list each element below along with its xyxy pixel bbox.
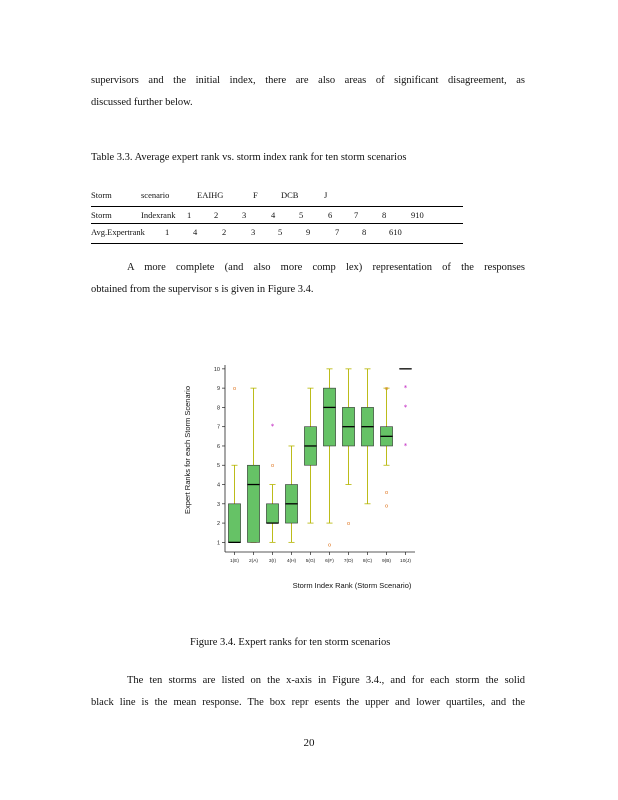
outlier-point: o — [384, 386, 389, 393]
y-tick-label: 8 — [216, 405, 220, 412]
row2-value: 9 — [306, 227, 311, 237]
outlier-point: o — [346, 521, 351, 528]
outlier-point: * — [403, 441, 408, 450]
row1-value: 8 — [382, 210, 387, 220]
x-tick-label: 5(G) — [305, 559, 316, 564]
x-tick-label: 10(J) — [400, 559, 411, 564]
y-tick-label: 3 — [216, 501, 220, 508]
row1-value: 1 — [187, 210, 192, 220]
table-rule-bottom — [91, 243, 463, 244]
header-storm: Storm — [91, 190, 112, 200]
row1-value: 7 — [354, 210, 359, 220]
y-tick-label: 4 — [216, 482, 220, 489]
table-row-index-rank — [91, 209, 463, 221]
row1-value: 910 — [411, 210, 424, 220]
row2-value: 5 — [278, 227, 283, 237]
outlier-point: o — [327, 542, 332, 549]
x-tick-label: 1(E) — [229, 559, 240, 564]
x-tick-label: 3(I) — [268, 559, 277, 564]
row2-value: 7 — [335, 227, 340, 237]
table-rule-middle — [91, 223, 463, 224]
row1-sublabel: Indexrank — [141, 210, 176, 220]
y-tick-label: 6 — [216, 443, 220, 450]
table-row-expert-rank — [91, 226, 463, 238]
page-number: 20 — [303, 737, 315, 749]
row2-value: 2 — [222, 227, 227, 237]
paragraph-1-line-2: discussed further below. — [91, 97, 193, 108]
row2-value: 8 — [362, 227, 367, 237]
header-letters-3: DCB — [281, 190, 299, 200]
header-letters-4: J — [324, 190, 328, 200]
row1-value: 5 — [299, 210, 304, 220]
x-tick-label: 9(B) — [381, 559, 392, 564]
paragraph-2-line-1: A more complete (and also more comp lex) representation of the responses — [127, 262, 525, 273]
x-tick-label: 2(A) — [248, 559, 259, 564]
outlier-point: * — [270, 422, 275, 431]
header-letters-1: EAIHG — [197, 190, 224, 200]
y-tick-label: 5 — [216, 463, 220, 470]
outlier-point: * — [403, 403, 408, 412]
paragraph-3-line-2: black line is the mean response. The box repr esents the upper and lower quartiles, and the — [91, 697, 525, 708]
y-tick-label: 1 — [216, 540, 220, 547]
outlier-point: o — [232, 386, 237, 393]
y-tick-label: 7 — [216, 424, 220, 431]
row2-value: 4 — [193, 227, 198, 237]
table-header-row — [91, 189, 463, 201]
row2-value: 3 — [251, 227, 256, 237]
outlier-point: o — [270, 463, 275, 470]
outlier-point: o — [384, 490, 389, 497]
row1-value: 4 — [271, 210, 276, 220]
y-tick-label: 10 — [213, 366, 220, 373]
x-tick-label: 8(C) — [362, 559, 373, 564]
row2-label: Avg.Expertrank — [91, 227, 145, 237]
x-tick-label: 7(D) — [343, 559, 354, 564]
box — [266, 504, 278, 523]
plot-area — [214, 365, 415, 564]
y-tick-label: 2 — [216, 521, 220, 528]
box — [247, 465, 259, 542]
row2-value: 1 — [165, 227, 170, 237]
paragraph-2-line-2: obtained from the supervisor s is given in Figure 3.4. — [91, 284, 314, 295]
box — [323, 388, 335, 446]
row1-value: 2 — [214, 210, 219, 220]
header-letters-2: F — [253, 190, 258, 200]
table-rule-top — [91, 206, 463, 207]
row1-value: 3 — [242, 210, 247, 220]
y-tick-label: 9 — [216, 386, 220, 393]
y-axis-label: Expert Ranks for each Storm Scenario — [183, 386, 192, 514]
header-scenario: scenario — [141, 190, 170, 200]
x-axis-label: Storm Index Rank (Storm Scenario) — [292, 581, 412, 590]
outlier-point: o — [384, 503, 389, 510]
figure-caption: Figure 3.4. Expert ranks for ten storm scenarios — [190, 637, 391, 648]
box — [228, 504, 240, 543]
x-tick-label: 6(F) — [325, 559, 334, 564]
table-caption: Table 3.3. Average expert rank vs. storm index rank for ten storm scenarios — [91, 152, 407, 163]
outlier-point: * — [403, 384, 408, 393]
paragraph-1-line-1: supervisors and the initial index, there are also areas of significant disagreement, as — [91, 75, 525, 86]
row1-value: 6 — [328, 210, 333, 220]
row2-value: 610 — [389, 227, 402, 237]
paragraph-3-line-1: The ten storms are listed on the x-axis in Figure 3.4., and for each storm the solid — [127, 675, 525, 686]
x-tick-label: 4(H) — [286, 559, 297, 564]
box-plot-figure — [180, 360, 430, 600]
row1-label: Storm — [91, 210, 112, 220]
